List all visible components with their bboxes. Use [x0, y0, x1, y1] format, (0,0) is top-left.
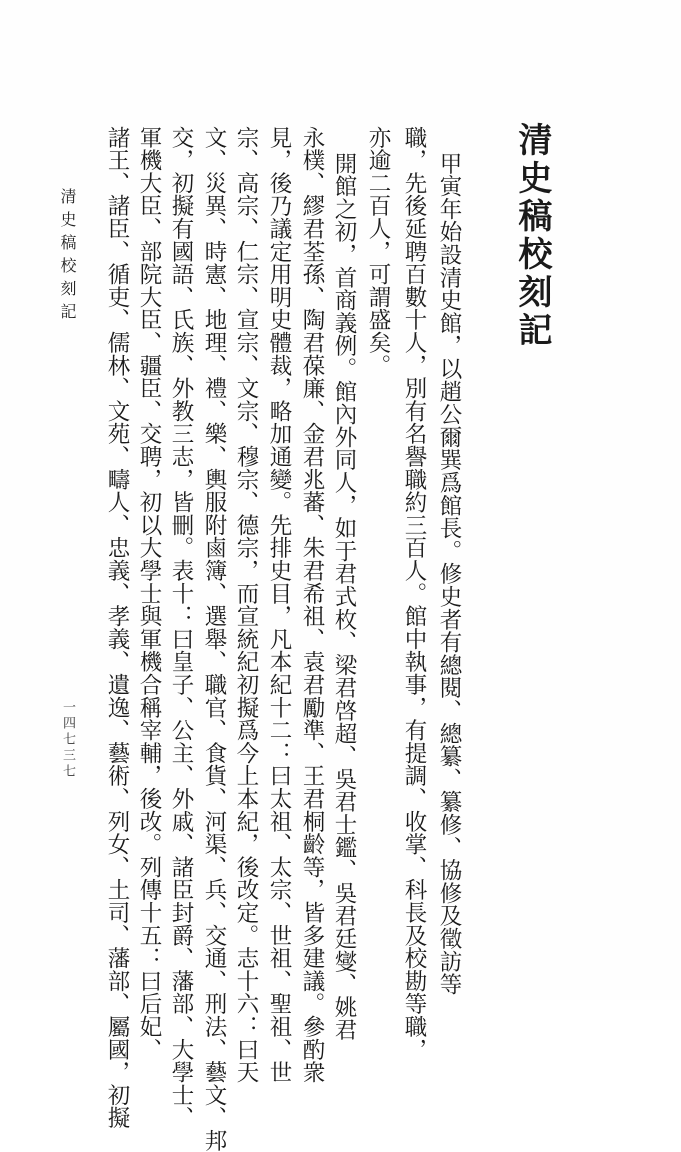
running-head: 清史稿校刻記 — [58, 188, 77, 326]
page-number: 一四七三七 — [60, 700, 75, 780]
text-column-2: 職，先後延聘百數十人，別有名譽職約三百人。館中執事，有提調、收掌、科長及校勘等職， — [401, 126, 427, 1061]
text-column-6: 見，後乃議定用明史體裁，略加通變。先排史目，凡本紀十二：曰太祖、太宗、世祖、聖祖、世 — [266, 126, 292, 1084]
text-column-1: 甲寅年始設清史館，以趙公爾巽爲館長。修史者有總閱、總纂、纂修、協修及徵訪等 — [436, 152, 462, 996]
text-column-9: 交，初擬有國語、氏族、外教三志，皆刪。表十：曰皇子、公主、外戚、諸臣封爵、藩部、大學士、 — [168, 126, 194, 1130]
text-column-4: 開館之初，首商義例。館內外同人，如于君式枚、梁君啓超、吳君士鑑、吳君廷燮、姚君 — [331, 152, 357, 1042]
text-column-7: 宗、高宗、仁宗、宣宗、文宗、穆宗、德宗，而宣統紀初擬爲今上本紀，後改定。志十六：曰天 — [233, 126, 259, 1084]
text-column-10: 軍機大臣、部院大臣、疆臣、交聘，初以大學士與軍機合稱宰輔，後改。列傳十五：曰后妃、 — [136, 126, 162, 1061]
text-column-8: 文、災異、時憲、地理、禮、樂、輿服附鹵簿、選舉、職官、食貨、河渠、兵、交通、刑法、藝文、邦 — [201, 126, 227, 1152]
text-column-5: 永樸、繆君荃孫、陶君葆廉、金君兆蕃、朱君希祖、袁君勵準、王君桐齡等，皆多建議。參酌衆 — [299, 126, 325, 1084]
book-title: 清史稿校刻記 — [512, 122, 552, 350]
text-column-3: 亦逾二百人，可謂盛矣。 — [365, 126, 391, 377]
text-column-11: 諸王、諸臣、循吏、儒林、文苑、疇人、忠義、孝義、遺逸、藝術、列女、土司、藩部、屬國，初擬 — [104, 126, 130, 1130]
